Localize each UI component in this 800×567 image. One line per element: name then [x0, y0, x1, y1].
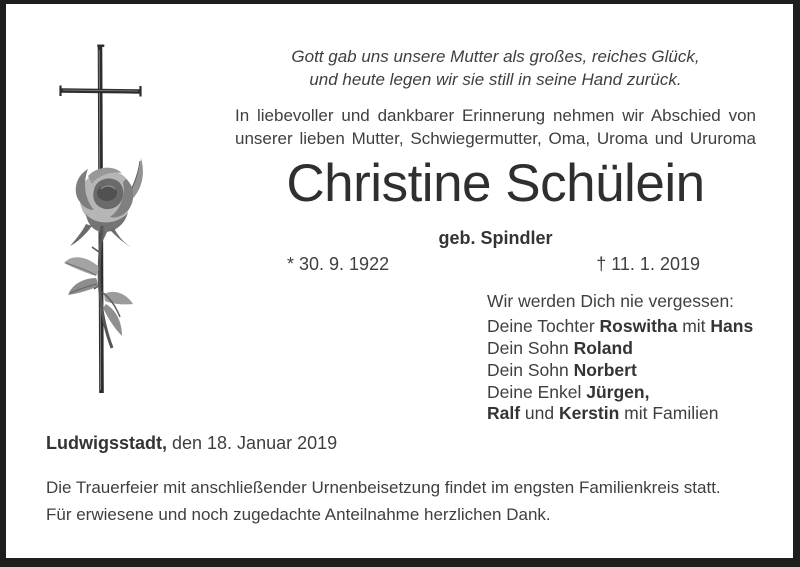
rose-icon [64, 158, 143, 348]
text-segment: Deine Enkel [487, 381, 587, 402]
text-segment: Roland [573, 338, 633, 359]
verse [235, 46, 756, 91]
farewell-heading: Wir werden Dich nie vergessen: [487, 291, 735, 311]
text-segment: mit Familien [619, 403, 719, 424]
text-segment: Norbert [573, 359, 637, 380]
text-segment: Deine Tochter [487, 316, 600, 337]
text-segment: Ludwigsstadt, [46, 433, 167, 453]
closing-line: Für erwiesene und noch zugedachte Anteilnahme herzlichen Dank. [46, 505, 551, 524]
text-segment: mit [677, 316, 711, 337]
farewell-block [487, 291, 753, 425]
text-segment: Kerstin [559, 403, 620, 424]
family-line [487, 316, 753, 338]
family-line [487, 360, 753, 382]
verse-line: Gott gab uns unsere Mutter als großes, reiches Glück, [291, 47, 700, 66]
family-line [487, 403, 753, 425]
deceased-name: Christine Schülein [286, 154, 705, 213]
life-dates [235, 254, 756, 275]
place-date-line [46, 433, 337, 454]
text-segment: Jürgen, [586, 381, 650, 402]
birth-date: * 30. 9. 1922 [287, 254, 390, 274]
family-line [487, 382, 753, 404]
text-segment: Hans [710, 316, 754, 337]
text-segment: und [520, 403, 559, 424]
family-line [487, 338, 753, 360]
maiden-name: geb. Spindler [438, 228, 553, 248]
text-segment: Dein Sohn [487, 359, 574, 380]
intro-line: In liebevoller und dankbarer Erinnerung nehmen wir Abschied von [235, 106, 756, 125]
verse-line: und heute legen wir sie still in seine Hand zurück. [309, 69, 682, 89]
obituary-card [6, 4, 793, 558]
text-segment: Ralf [487, 403, 521, 424]
text-segment: den 18. Januar 2019 [167, 433, 338, 453]
closing-line: Die Trauerfeier mit anschließender Urnenbeisetzung findet im engsten Familienkreis statt. [46, 478, 721, 497]
closing-block [46, 474, 721, 528]
text-segment: Dein Sohn [487, 338, 574, 359]
intro-paragraph [235, 105, 756, 150]
intro-line: unserer lieben Mutter, Schwiegermutter, Oma, Uroma und Ururoma [235, 128, 756, 148]
cross-rose-illustration [28, 26, 230, 450]
text-segment: Roswitha [599, 316, 678, 337]
death-date: † 11. 1. 2019 [596, 254, 700, 274]
